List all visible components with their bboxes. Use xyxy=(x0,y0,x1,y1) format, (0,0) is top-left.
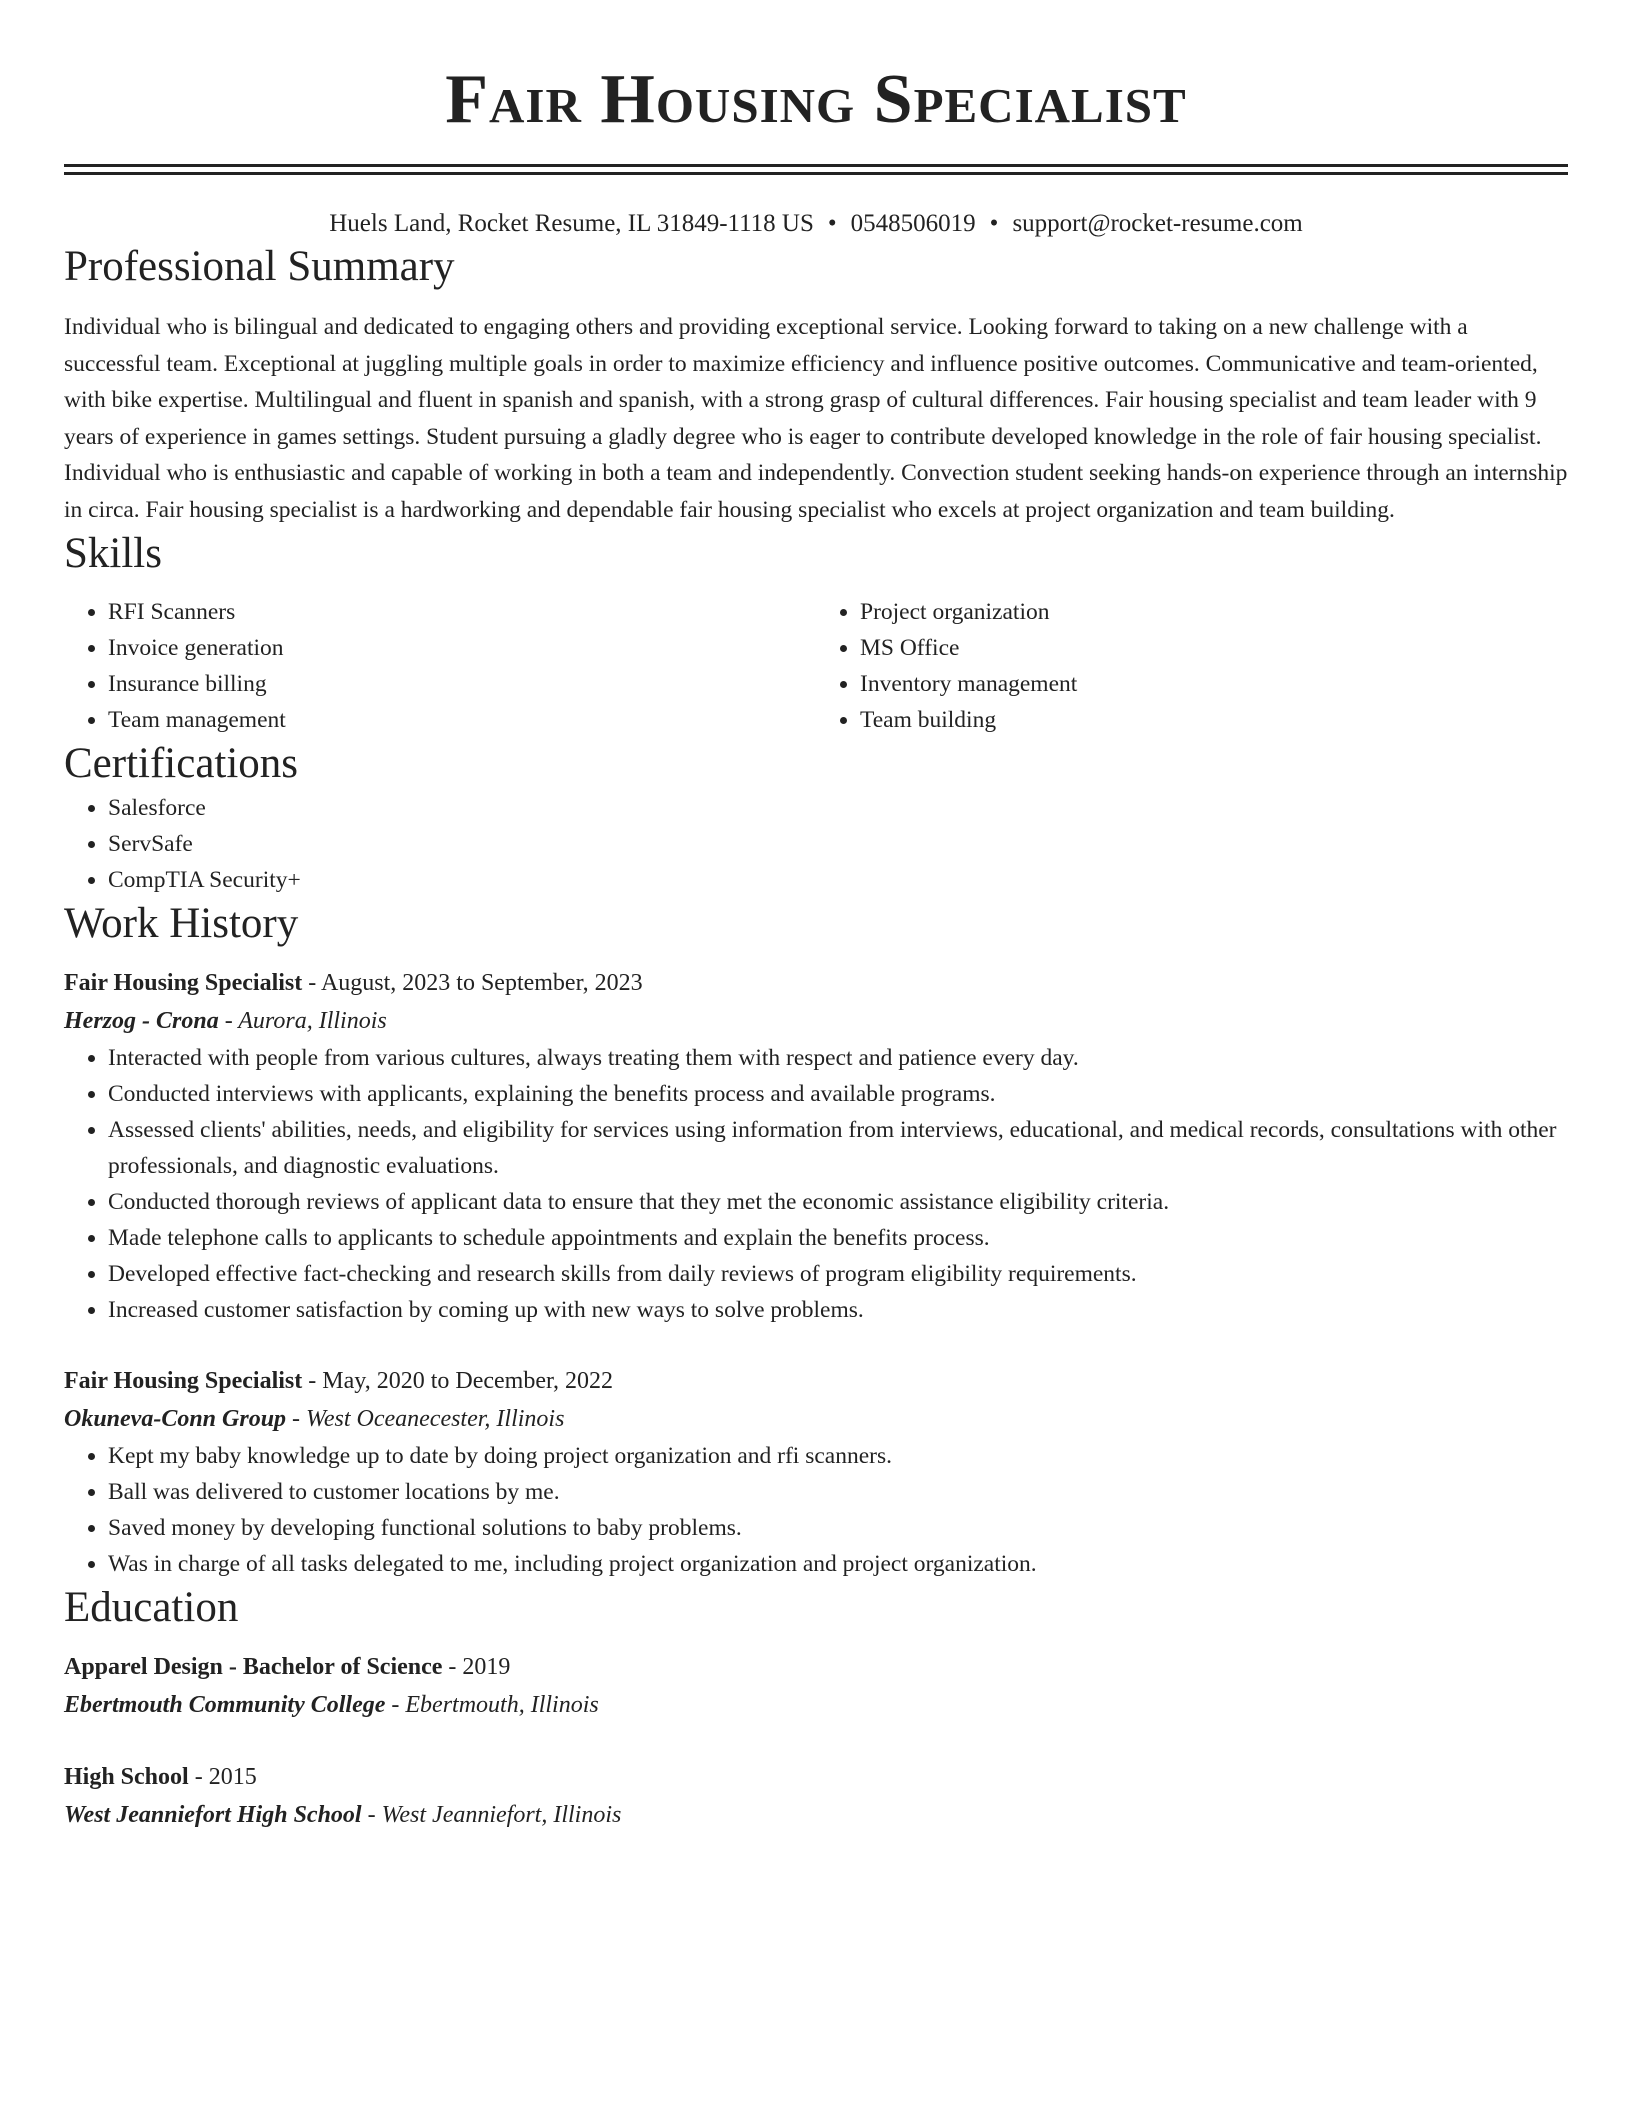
contact-email[interactable]: support@rocket-resume.com xyxy=(1012,210,1303,237)
job-bullet: • Interacted with people from various cultures, always treating them with respect and patience every day. xyxy=(108,1040,1568,1076)
job-bullet: • Increased customer satisfaction by coming up with new ways to solve problems. xyxy=(108,1292,1568,1328)
job-bullet: • Developed effective fact-checking and research skills from daily reviews of program eligibility requirements. xyxy=(108,1256,1568,1292)
job-bullet: • Kept my baby knowledge up to date by doing project organization and rfi scanners. xyxy=(108,1438,1568,1474)
job-dates: May, 2020 to December, 2022 xyxy=(322,1368,614,1394)
skill-item: • Team management xyxy=(108,702,816,738)
education-degree: High School xyxy=(64,1764,189,1790)
job-bullet: • Saved money by developing functional solutions to baby problems. xyxy=(108,1510,1568,1546)
skill-item: • Inventory management xyxy=(860,666,1568,702)
education-year: 2015 xyxy=(208,1764,257,1790)
job-bullet: • Was in charge of all tasks delegated to me, including project organization and project organization. xyxy=(108,1546,1568,1582)
education-location: Ebertmouth, Illinois xyxy=(405,1692,599,1718)
certification-item: • Salesforce xyxy=(108,790,1568,826)
education-school-line: West Jeanniefort High School - West Jeanniefort, Illinois xyxy=(64,1802,622,1828)
job-title-line: Fair Housing Specialist - May, 2020 to December, 2022 xyxy=(64,1368,614,1394)
job-location: Aurora, Illinois xyxy=(238,1008,387,1034)
education-school-line: Ebertmouth Community College - Ebertmouth, Illinois xyxy=(64,1692,599,1718)
contact-address: Huels Land, Rocket Resume, IL 31849-1118 US xyxy=(329,210,814,237)
job-location: West Oceanecester, Illinois xyxy=(306,1406,565,1432)
contact-separator: • xyxy=(989,210,999,237)
education-entry xyxy=(64,1648,1568,1724)
job-bullet: • Made telephone calls to applicants to schedule appointments and explain the benefits process. xyxy=(108,1220,1568,1256)
work-history-section xyxy=(64,898,1568,1582)
job-bullet: • Conducted thorough reviews of applicant data to ensure that they met the economic assistance eligibility criteria. xyxy=(108,1184,1568,1220)
education-school: West Jeanniefort High School xyxy=(64,1802,362,1828)
skill-item: • Project organization xyxy=(860,594,1568,630)
summary-section xyxy=(64,241,1568,528)
job-bullet: • Assessed clients' abilities, needs, and eligibility for services using information from interviews, educational, and medical records, consultations with other professionals, and diagnostic evaluations. xyxy=(108,1112,1568,1184)
contact-line xyxy=(64,207,1568,241)
job-company-line: Okuneva-Conn Group - West Oceanecester, Illinois xyxy=(64,1406,565,1432)
job-title: Fair Housing Specialist xyxy=(64,970,303,996)
education-location: West Jeanniefort, Illinois xyxy=(381,1802,622,1828)
education-year: 2019 xyxy=(462,1654,511,1680)
title-divider xyxy=(64,164,1568,175)
skill-item: • Team building xyxy=(860,702,1568,738)
education-degree: Apparel Design - Bachelor of Science xyxy=(64,1654,443,1680)
skill-item: • Invoice generation xyxy=(108,630,816,666)
job-title: Fair Housing Specialist xyxy=(64,1368,303,1394)
summary-heading: Professional Summary xyxy=(64,243,455,290)
certifications-list xyxy=(64,790,1568,898)
skill-item: • MS Office xyxy=(860,630,1568,666)
contact-phone: 0548506019 xyxy=(850,210,976,237)
certification-item: • ServSafe xyxy=(108,826,1568,862)
skills-columns xyxy=(64,594,1568,738)
job-company: Herzog - Crona xyxy=(64,1008,219,1034)
job-company: Okuneva-Conn Group xyxy=(64,1406,287,1432)
skill-item: • Insurance billing xyxy=(108,666,816,702)
skills-heading: Skills xyxy=(64,530,162,577)
job-bullets xyxy=(64,1438,1568,1582)
job-entry xyxy=(64,964,1568,1328)
skills-list-left xyxy=(64,594,816,738)
job-title-line: Fair Housing Specialist - August, 2023 to September, 2023 xyxy=(64,970,643,996)
education-school: Ebertmouth Community College xyxy=(64,1692,386,1718)
education-heading: Education xyxy=(64,1584,239,1631)
certifications-section xyxy=(64,738,1568,898)
education-degree-line: Apparel Design - Bachelor of Science - 2019 xyxy=(64,1654,511,1680)
education-entry xyxy=(64,1758,1568,1834)
job-entry xyxy=(64,1362,1568,1582)
work-history-heading: Work History xyxy=(64,900,299,947)
education-section xyxy=(64,1582,1568,1834)
job-company-line: Herzog - Crona - Aurora, Illinois xyxy=(64,1008,387,1034)
summary-text: Individual who is bilingual and dedicated to engaging others and providing exceptional service. Looking forward to taking on a new challenge with a successful team. Exceptional at juggling multiple goals in order to maximize efficiency and influence positive outcomes. Communicative and team-oriented, with bike expertise. Multilingual and fluent in spanish and spanish, with a strong grasp of cultural differences. Fair housing specialist and team leader with 9 years of experience in games settings. Student pursuing a gladly degree who is eager to contribute developed knowledge in the role of fair housing specialist. Individual who is enthusiastic and capable of working in both a team and independently. Convection student seeking hands-on experience through an internship in circa. Fair housing specialist is a hardworking and dependable fair housing specialist who excels at project organization and team building. xyxy=(64,314,1568,523)
job-dates: August, 2023 to September, 2023 xyxy=(320,970,643,996)
contact-separator: • xyxy=(827,210,837,237)
certifications-heading: Certifications xyxy=(64,740,299,787)
certification-item: • CompTIA Security+ xyxy=(108,862,1568,898)
education-degree-line: High School - 2015 xyxy=(64,1764,257,1790)
job-bullet: • Conducted interviews with applicants, explaining the benefits process and available programs. xyxy=(108,1076,1568,1112)
skill-item: • RFI Scanners xyxy=(108,594,816,630)
job-bullet: • Ball was delivered to customer locations by me. xyxy=(108,1474,1568,1510)
skills-section xyxy=(64,528,1568,738)
skills-list-right xyxy=(816,594,1568,738)
resume-title: Fair Housing Specialist xyxy=(445,61,1187,138)
job-bullets xyxy=(64,1040,1568,1328)
resume-page xyxy=(64,0,1568,1834)
